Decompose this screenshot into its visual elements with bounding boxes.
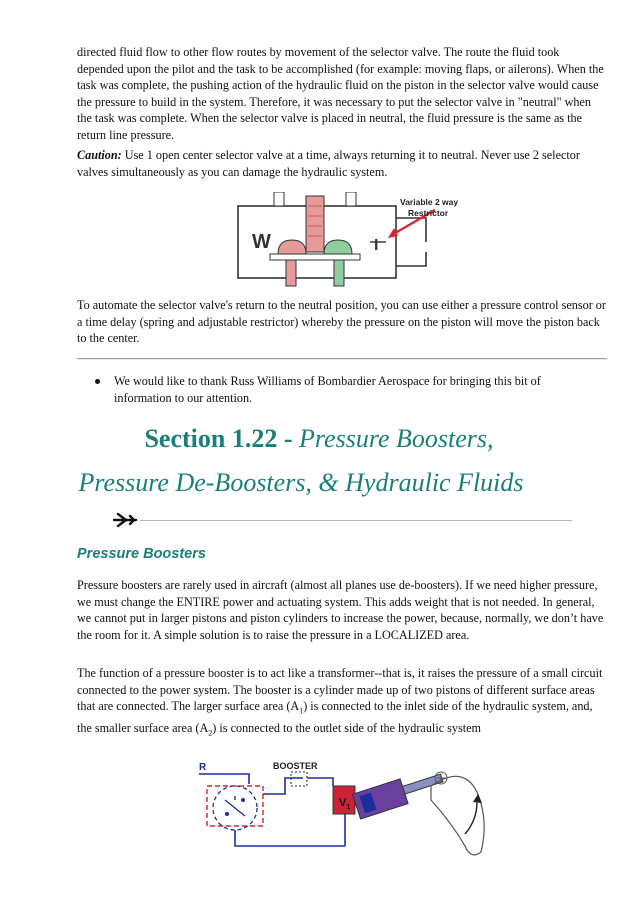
intro-paragraph: directed fluid flow to other flow routes by movement of the selector valve. The route the fluid took depended upon the pilot and the task to be accomplished (for example: moving flaps, or ailerons). When the task was complete, the pushing action of the hydraulic fluid on the piston in the selector valve would cause the pressure to build in the system. Therefore, it was necessary to put the selector valve in "neutral" when the task was complete. When the selector valve is placed in neutral, the fluid pressure is the same as the return line pressure.	[77, 45, 604, 142]
boosters-p2-part3: ) is connected to the outlet side of the hydraulic system	[212, 721, 482, 736]
caution-label: Caution:	[77, 148, 122, 162]
acknowledgement-bullet: We would like to thank Russ Williams of Bombardier Aerospace for bringing this bit of information to our attention.	[114, 374, 541, 405]
airplane-icon	[112, 512, 138, 528]
area-subscript-1: 1	[299, 706, 304, 716]
caution-paragraph	[77, 147, 607, 180]
restrictor-symbol: I	[374, 237, 379, 254]
booster-label: BOOSTER	[273, 761, 318, 771]
boosters-paragraph-2	[77, 665, 607, 742]
automate-paragraph: To automate the selector valve's return to the neutral position, you can use either a pressure control sensor or a time delay (spring and adjustable restrictor) whereby the pressure on the piston will move the piston back to the center.	[77, 298, 606, 346]
spring-symbol: W	[252, 231, 271, 253]
boosters-paragraph-1: Pressure boosters are rarely used in aircraft (almost all planes use de-boosters). If we need higher pressure, we must change the ENTIRE power and actuating system. This adds weight that is not needed. In general, we cannot put in larger pistons and piston cylinders to increase the power, because, normally, we don’t have the room for it. A simple solution is to raise the pressure in a LOCALIZED area.	[77, 578, 604, 642]
section-title-part2: Pressure De-Boosters, & Hydraulic Fluids	[78, 468, 524, 497]
section-number: Section 1.22 -	[144, 424, 300, 453]
restrictor-label-line2: Restrictor	[408, 208, 449, 218]
title-rule	[140, 520, 572, 521]
return-label: R	[199, 762, 207, 773]
selector-valve-diagram	[230, 192, 480, 288]
section-title-part1: Pressure Boosters,	[299, 424, 494, 453]
boosters-p2-part2: ) is connected to the inlet side of the hydraulic system, and, the smaller surface area (A	[77, 699, 593, 736]
restrictor-label-line1: Variable 2 way	[400, 197, 459, 207]
section-title-line1	[0, 424, 638, 454]
section-title-line2	[0, 468, 620, 498]
caution-text: Use 1 open center selector valve at a time, always returning it to neutral. Never use 2 selector valves simultaneously as you can damage the hydraulic system.	[77, 148, 580, 179]
boosters-p2-part1: The function of a pressure booster is to act like a transformer--that is, it raises the pressure of a small circuit connected to the power system. The booster is a cylinder made up of two pistons of different surface areas that are connected. The larger surface area (A	[77, 666, 603, 714]
booster-circuit-diagram	[195, 756, 505, 866]
bullet-marker	[95, 379, 100, 384]
area-subscript-2: 2	[208, 728, 213, 738]
volume-label: $V_1$	[339, 797, 351, 811]
subheading-pressure-boosters: Pressure Boosters	[77, 546, 206, 562]
section-divider	[77, 358, 607, 360]
